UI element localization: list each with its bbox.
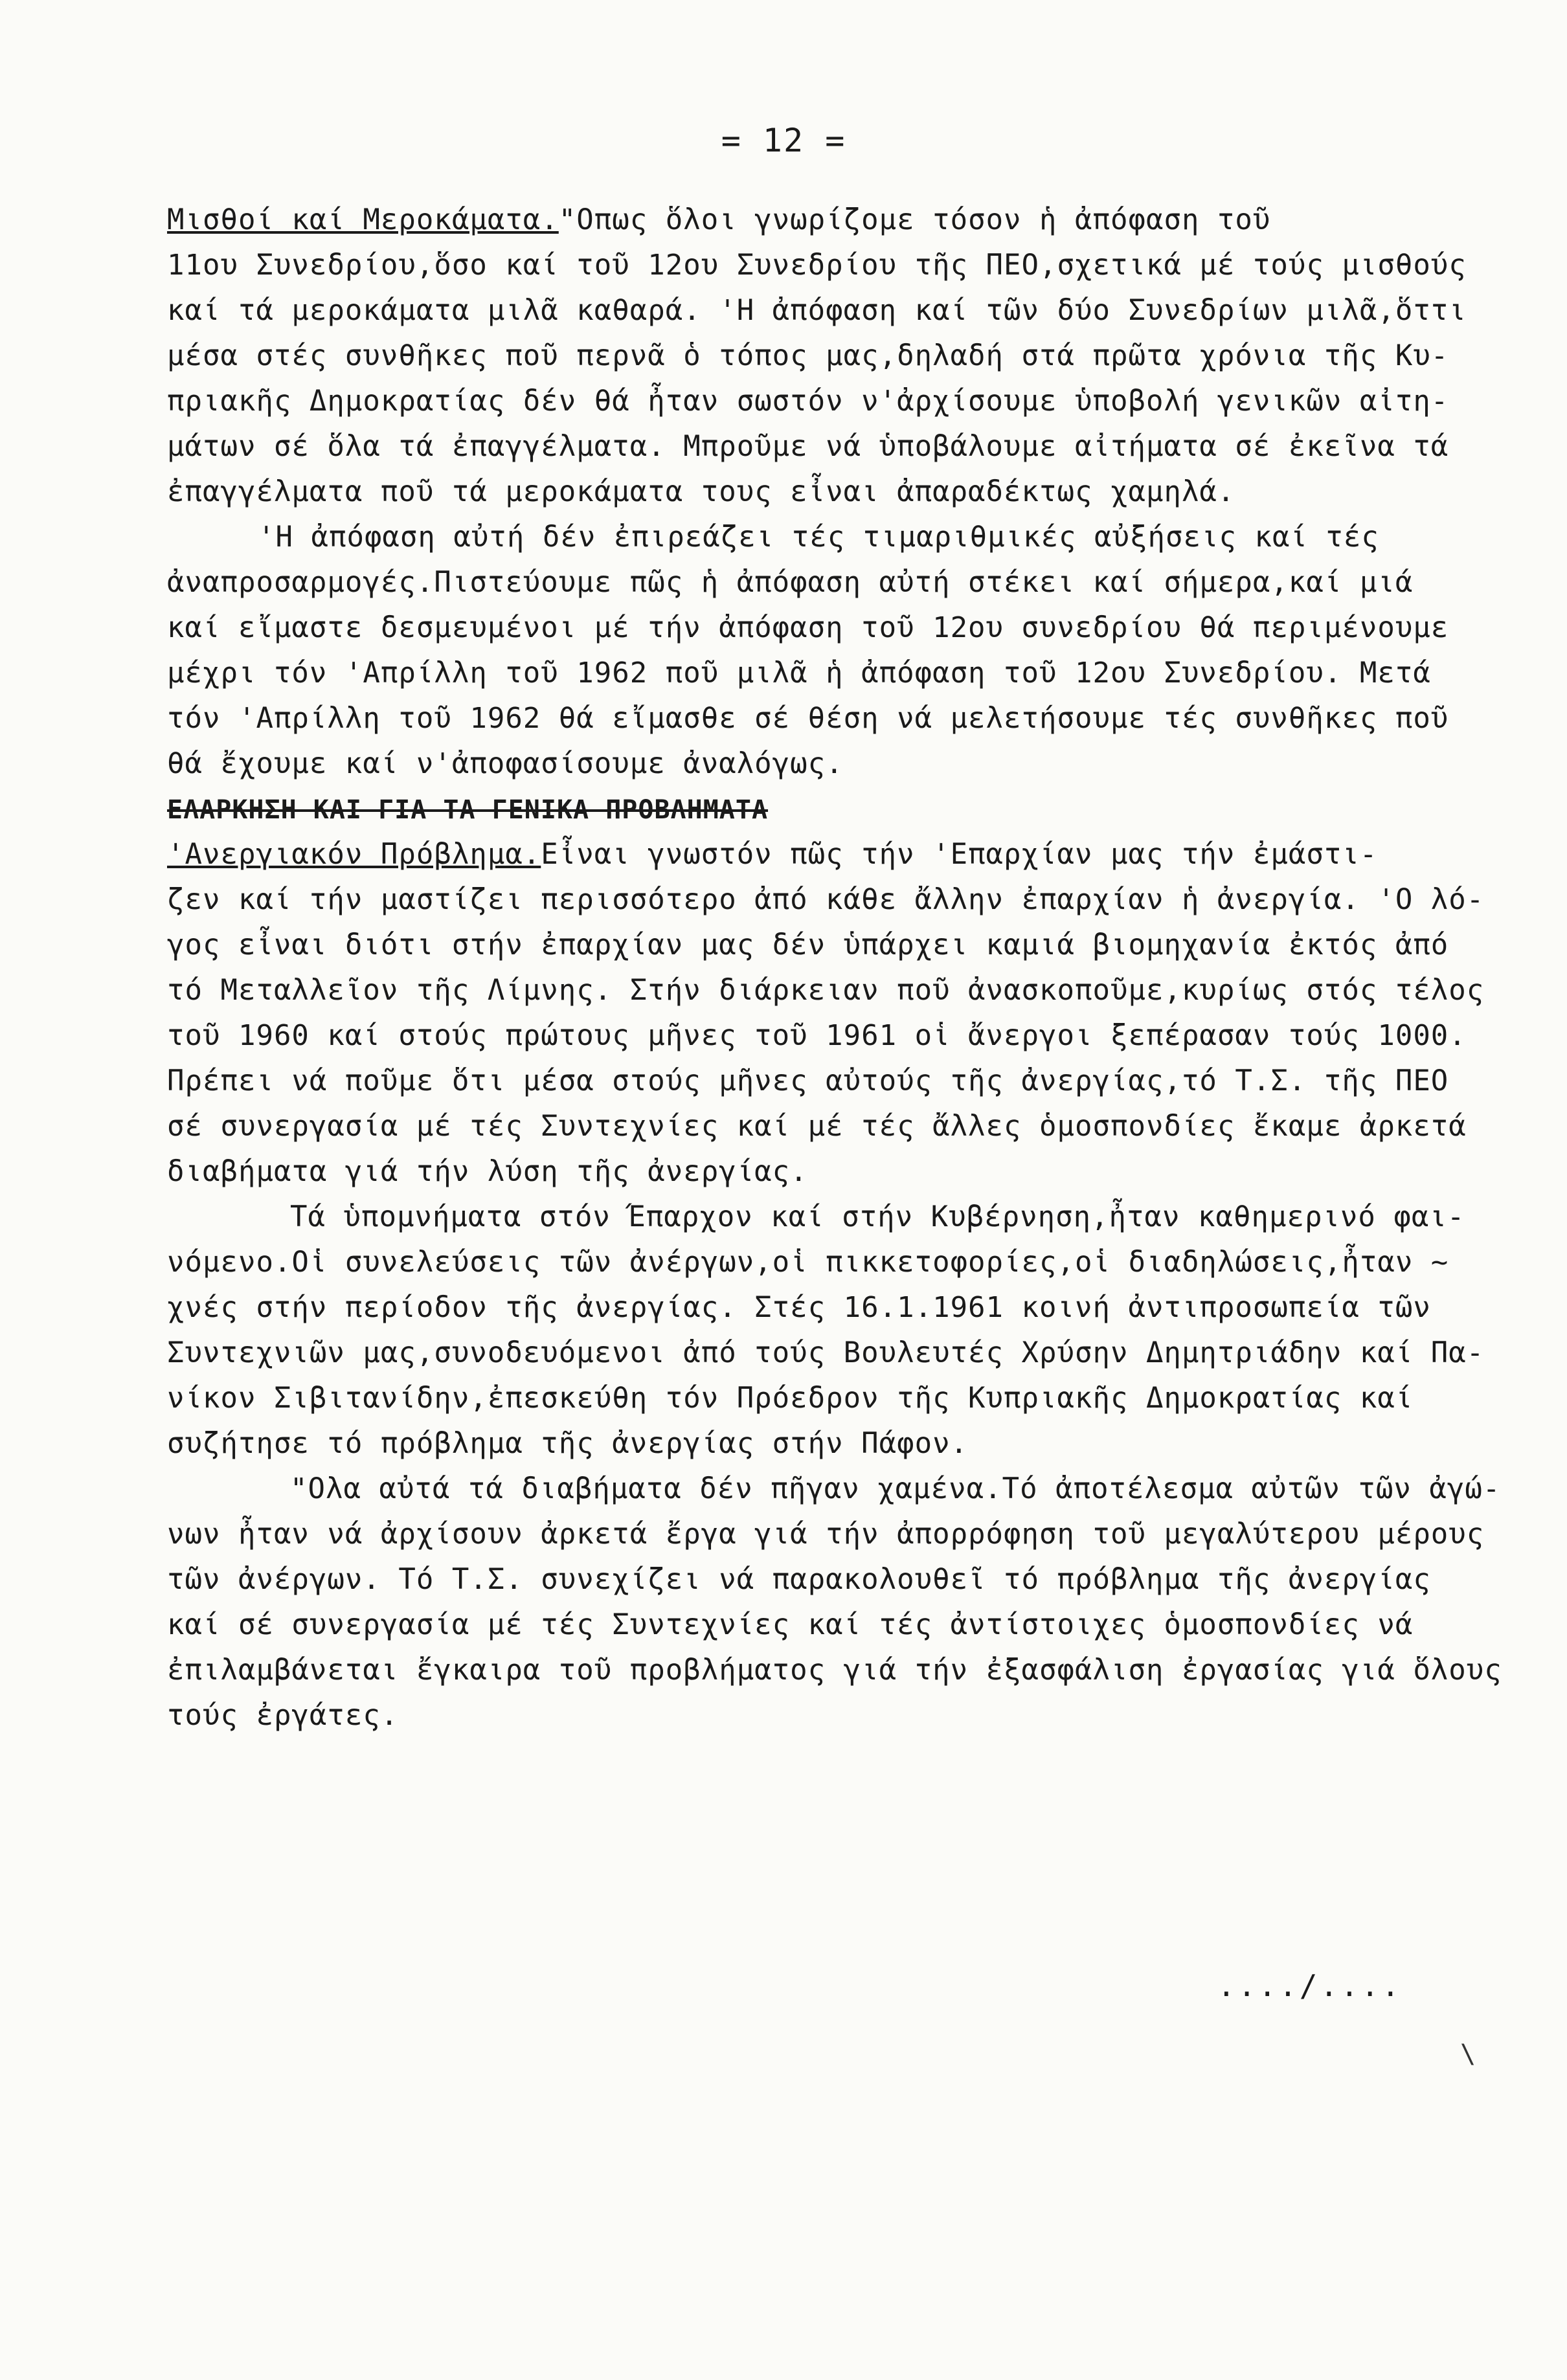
text-line: ἐπιλαμβάνεται ἔγκαιρα τοῦ προβλήματος γιά τήν ἐξασφάλιση ἐργασίας γιά ὅλους [167, 1654, 1502, 1687]
text-line: Συντεχνιῶν μας,συνοδευόμενοι ἀπό τούς Βουλευτές Χρύσην Δημητριάδην καί Πα- [167, 1336, 1485, 1369]
text-line: νίκον Σιβιτανίδην,ἐπεσκεύθη τόν Πρόεδρον τῆς Κυπριακῆς Δημοκρατίας καί [167, 1382, 1414, 1415]
text-line: Πρέπει νά ποῦμε ὅτι μέσα στούς μῆνες αὐτούς τῆς ἀνεργίας,τό Τ.Σ. τῆς ΠΕΟ [167, 1064, 1449, 1097]
text-line [167, 832, 1482, 877]
text-line: θά ἔχουμε καί ν'ἀποφασίσουμε ἀναλόγως. [167, 747, 844, 780]
text-line: νόμενο.Οἱ συνελεύσεις τῶν ἀνέργων,οἱ πικκετοφορίες,οἱ διαδηλώσεις,ἦταν ~ [167, 1246, 1449, 1279]
text-line: "Ολα αὐτά τά διαβήματα δέν πῆγαν χαμένα.Τό ἀποτέλεσμα αὐτῶν τῶν ἀγώ- [290, 1472, 1501, 1505]
text-line: μάτων σέ ὅλα τά ἐπαγγέλματα. Μπροῦμε νά ὑποβάλουμε αἰτήματα σέ ἐκεῖνα τά [167, 430, 1449, 463]
text-line: γος εἶναι διότι στήν ἐπαρχίαν μας δέν ὑπάρχει καμιά βιομηχανία ἐκτός ἀπό [167, 928, 1449, 961]
text-line: Εἶναι γνωστόν πῶς τήν 'Επαρχίαν μας τήν ἐμάστι- [541, 838, 1378, 871]
text-line: ἐπαγγέλματα ποῦ τά μεροκάματα τους εἶναι ἀπαραδέκτως χαμηλά. [167, 475, 1235, 508]
stray-mark: \ [1460, 2039, 1476, 2069]
text-line: ἀναπροσαρμογές.Πιστεύουμε πῶς ἡ ἀπόφαση αὐτή στέκει καί σήμερα,καί μιά [167, 566, 1414, 599]
text-line: διαβήματα γιά τήν λύση τῆς ἀνεργίας. [167, 1155, 808, 1188]
text-line: μέχρι τόν 'Απρίλλη τοῦ 1962 ποῦ μιλᾶ ἡ ἀπόφαση τοῦ 12ου Συνεδρίου. Μετά [167, 657, 1431, 690]
text-line: πριακῆς Δημοκρατίας δέν θά ἦταν σωστόν ν'ἀρχίσουμε ὑποβολή γενικῶν αἰτη- [167, 385, 1449, 418]
continuation-mark: ..../.... [1217, 1968, 1403, 2003]
text-line: συζήτησε τό πρόβλημα τῆς ἀνεργίας στήν Πάφον. [167, 1427, 969, 1460]
text-line: τῶν ἀνέργων. Τό Τ.Σ. συνεχίζει νά παρακολουθεῖ τό πρόβλημα τῆς ἀνεργίας [167, 1563, 1431, 1596]
struck-heading [167, 787, 1482, 832]
text-line: χνές στήν περίοδον τῆς ἀνεργίας. Στές 16.1.1961 κοινή ἀντιπροσωπεία τῶν [167, 1291, 1431, 1324]
text-line: σέ συνεργασία μέ τές Συντεχνίες καί μέ τές ἄλλες ὁμοσπονδίες ἔκαμε ἀρκετά [167, 1110, 1467, 1143]
struck-heading-text: ΕΛΑΡΚΗΣΗ ΚΑΙ ΓΙΑ ΤΑ ΓΕΝΙΚΑ ΠΡΟΒΛΗΜΑΤΑ [167, 795, 769, 825]
text-line: μέσα στές συνθῆκες ποῦ περνᾶ ὁ τόπος μας,δηλαδή στά πρῶτα χρόνια τῆς Κυ- [167, 339, 1449, 372]
text-line: "Οπως ὅλοι γνωρίζομε τόσον ἡ ἀπόφαση τοῦ [558, 203, 1271, 236]
text-line [167, 197, 1482, 243]
section-wages [167, 197, 1502, 1738]
text-line: τοῦ 1960 καί στούς πρώτους μῆνες τοῦ 1961 οἱ ἄνεργοι ξεπέρασαν τούς 1000. [167, 1019, 1467, 1052]
text-line: τό Μεταλλεῖον τῆς Λίμνης. Στήν διάρκειαν ποῦ ἀνασκοποῦμε,κυρίως στός τέλος [167, 974, 1485, 1007]
text-line: νων ἦταν νά ἀρχίσουν ἀρκετά ἔργα γιά τήν ἀπορρόφηση τοῦ μεγαλύτερου μέρους [167, 1518, 1485, 1551]
text-line: καί τά μεροκάματα μιλᾶ καθαρά. 'Η ἀπόφαση καί τῶν δύο Συνεδρίων μιλᾶ,ὅττι [167, 294, 1467, 327]
text-line: Τά ὑπομνήματα στόν Έπαρχον καί στήν Κυβέρνηση,ἦταν καθημερινό φαι- [290, 1200, 1465, 1233]
text-line: ζεν καί τήν μαστίζει περισσότερο ἀπό κάθε ἄλλην ἐπαρχίαν ἡ ἀνεργία. 'Ο λό- [167, 883, 1485, 916]
text-line: τόν 'Απρίλλη τοῦ 1962 θά εἴμασθε σέ θέση νά μελετήσουμε τές συνθῆκες ποῦ [167, 702, 1449, 735]
text-line: 11ου Συνεδρίου,ὅσο καί τοῦ 12ου Συνεδρίου τῆς ΠΕΟ,σχετικά μέ τούς μισθούς [167, 249, 1467, 282]
text-line: καί εἴμαστε δεσμευμένοι μέ τήν ἀπόφαση τοῦ 12ου συνεδρίου θά περιμένουμε [167, 611, 1449, 644]
page-number: = 12 = [721, 122, 846, 159]
text-line: τούς ἐργάτες. [167, 1699, 399, 1732]
text-line: καί σέ συνεργασία μέ τές Συντεχνίες καί τές ἀντίστοιχες ὁμοσπονδίες νά [167, 1608, 1414, 1641]
text-line: 'Η ἀπόφαση αὐτή δέν ἐπιρεάζει τές τιμαριθμικές αὐξήσεις καί τές [258, 521, 1379, 554]
section-heading-wages: Μισθοί καί Μεροκάματα. [167, 203, 559, 236]
section-heading-unemployment: 'Ανεργιακόν Πρόβλημα. [167, 838, 541, 871]
